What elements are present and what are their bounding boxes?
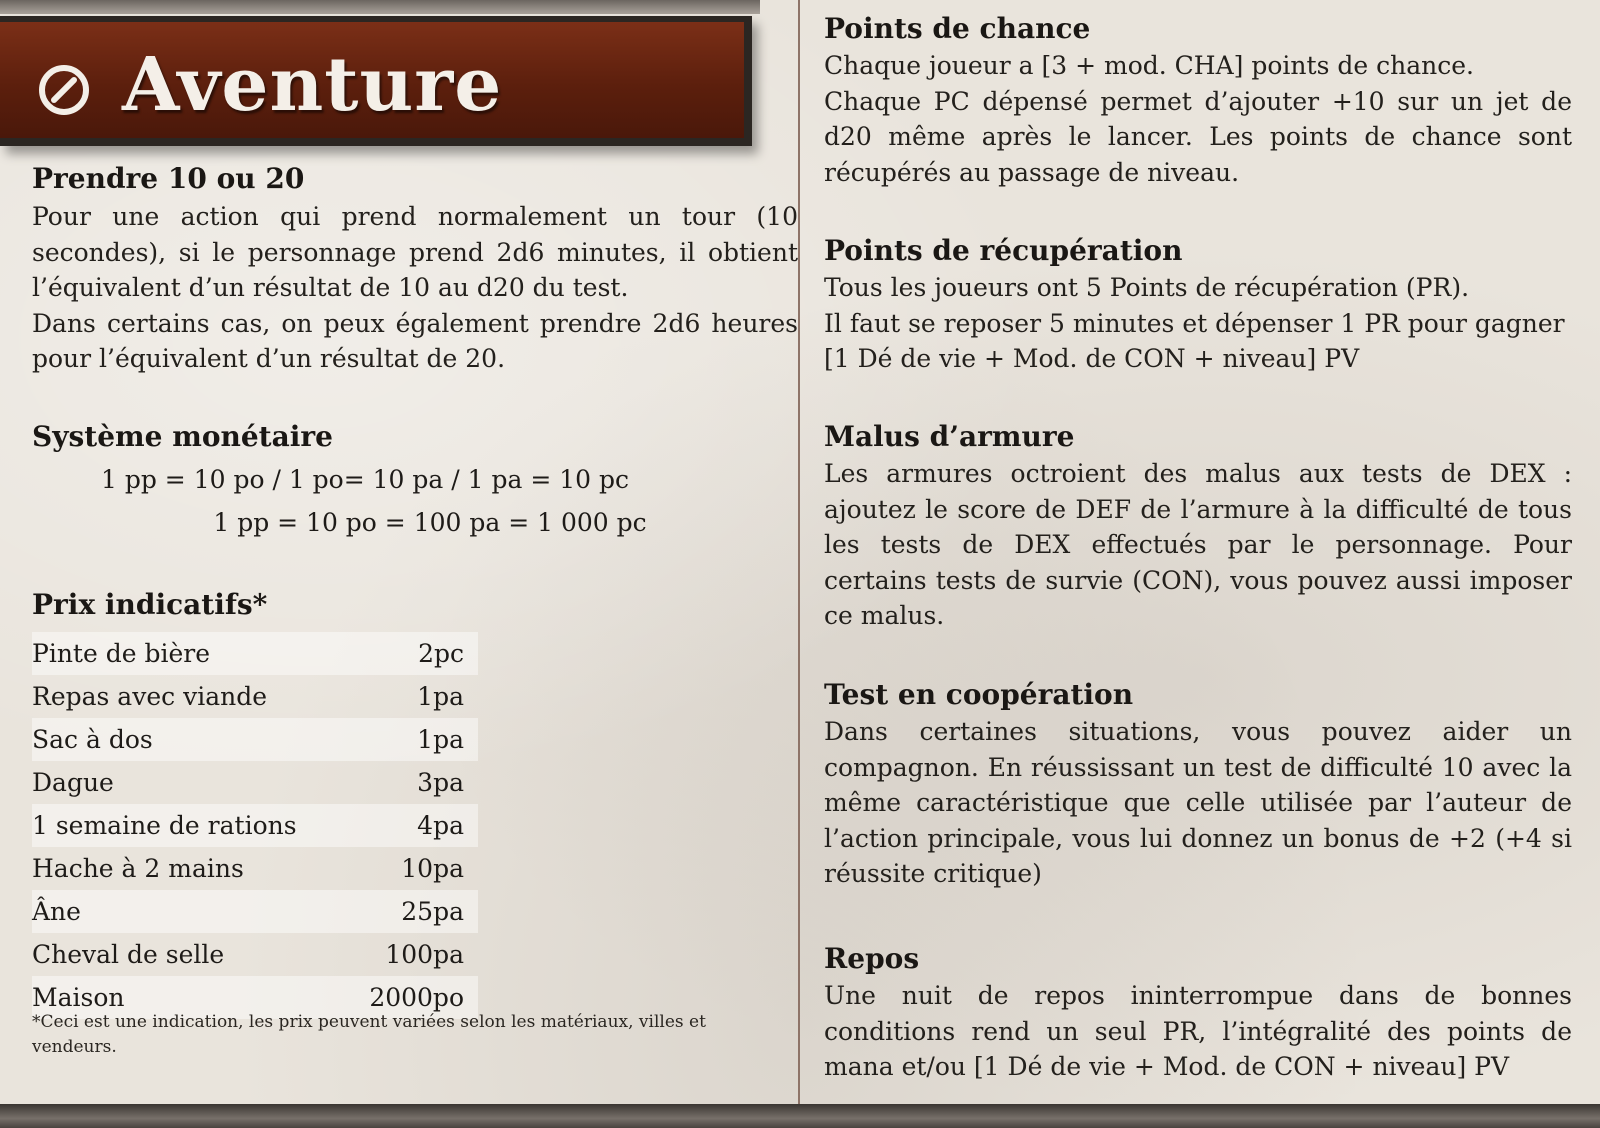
section-points-de-chance: [824, 12, 1572, 190]
bottom-edge-decoration: [0, 1104, 1600, 1128]
section-prendre-10-20: [32, 162, 798, 377]
item-name: Dague: [32, 768, 114, 797]
paragraph: Chaque joueur a [3 + mod. CHA] points de chance.: [824, 51, 1474, 80]
section-title: Points de chance: [824, 12, 1091, 45]
paragraph: Dans certains cas, on peux également prendre 2d6 heures pour l’équivalent d’un résultat de 20.: [32, 308, 798, 373]
money-conversion-line: 1 pp = 10 po = 100 pa = 1 000 pc: [213, 508, 647, 537]
paragraph: Pour une action qui prend normalement un tour (10 secondes), si le personnage prend 2d6 minutes, il obtient l’équivalent d’un résultat de 10 au d20 du test.: [32, 202, 798, 302]
item-price: 10pa: [401, 854, 464, 883]
section-title: Repos: [824, 942, 920, 975]
table-row: [32, 804, 478, 847]
section-title: Test en coopération: [824, 678, 1134, 711]
item-price: 1pa: [417, 725, 464, 754]
item-price: 25pa: [401, 897, 464, 926]
item-name: 1 semaine de rations: [32, 811, 297, 840]
chapter-banner: [0, 16, 752, 146]
item-price: 3pa: [417, 768, 464, 797]
section-test-cooperation: [824, 678, 1572, 892]
item-price: 2000po: [369, 983, 464, 1012]
paragraph: Dans certaines situations, vous pouvez aider un compagnon. En réussissant un test de difficulté 10 avec la même caractéristique que celle utilisée par l’auteur de l’action principale, vous lui donnez un bonus de +2 (+4 si réussite critique): [824, 717, 1572, 888]
paragraph: Les armures octroient des malus aux tests de DEX : ajoutez le score de DEF de l’armure à la difficulté de tous les tests de DEX effectués par le personnage. Pour certains tests de survie (CON), vous pouvez aussi imposer ce malus.: [824, 459, 1572, 630]
section-title: Système monétaire: [32, 420, 333, 453]
price-footnote: *Ceci est une indication, les prix peuvent variées selon les matériaux, villes et vendeurs.: [32, 1012, 706, 1057]
item-name: Cheval de selle: [32, 940, 225, 969]
money-conversion-line: 1 pp = 10 po / 1 po= 10 pa / 1 pa = 10 pc: [101, 465, 629, 494]
section-title: Prix indicatifs*: [32, 588, 268, 621]
item-name: Maison: [32, 983, 125, 1012]
paragraph: Tous les joueurs ont 5 Points de récupération (PR).: [824, 273, 1470, 302]
top-edge-decoration: [0, 0, 760, 14]
table-row: [32, 675, 478, 718]
table-row: [32, 761, 478, 804]
item-name: Sac à dos: [32, 725, 153, 754]
item-name: Repas avec viande: [32, 682, 267, 711]
table-row: [32, 933, 478, 976]
paragraph: Une nuit de repos ininterrompue dans de bonnes conditions rend un seul PR, l’intégralité des points de mana et/ou [1 Dé de vie + Mod. de CON + niveau] PV: [824, 981, 1572, 1081]
item-name: Âne: [32, 897, 81, 926]
table-row: [32, 890, 478, 933]
item-price: 2pc: [418, 639, 464, 668]
section-title: Prendre 10 ou 20: [32, 162, 305, 195]
column-divider: [798, 0, 800, 1104]
paragraph: Chaque PC dépensé permet d’ajouter +10 sur un jet de d20 même après le lancer. Les points de chance sont récupérés au passage de niveau.: [824, 86, 1572, 187]
section-systeme-monetaire: [32, 420, 798, 544]
table-row: [32, 718, 478, 761]
paragraph: Il faut se reposer 5 minutes et dépenser 1 PR pour gagner [1 Dé de vie + Mod. de CON + niveau] PV: [824, 308, 1565, 373]
compass-icon: [38, 64, 90, 116]
table-row: [32, 632, 478, 675]
price-table: [32, 632, 478, 1019]
section-malus-armure: [824, 420, 1572, 634]
section-title: Malus d’armure: [824, 420, 1075, 453]
chapter-title: Aventure: [122, 42, 503, 128]
table-row: [32, 847, 478, 890]
item-price: 1pa: [417, 682, 464, 711]
item-name: Pinte de bière: [32, 639, 210, 668]
section-points-de-recuperation: [824, 234, 1572, 377]
item-price: 4pa: [417, 811, 464, 840]
section-prix-indicatifs: [32, 588, 798, 622]
item-name: Hache à 2 mains: [32, 854, 244, 883]
section-repos: [824, 942, 1572, 1085]
section-title: Points de récupération: [824, 234, 1183, 267]
item-price: 100pa: [385, 940, 464, 969]
